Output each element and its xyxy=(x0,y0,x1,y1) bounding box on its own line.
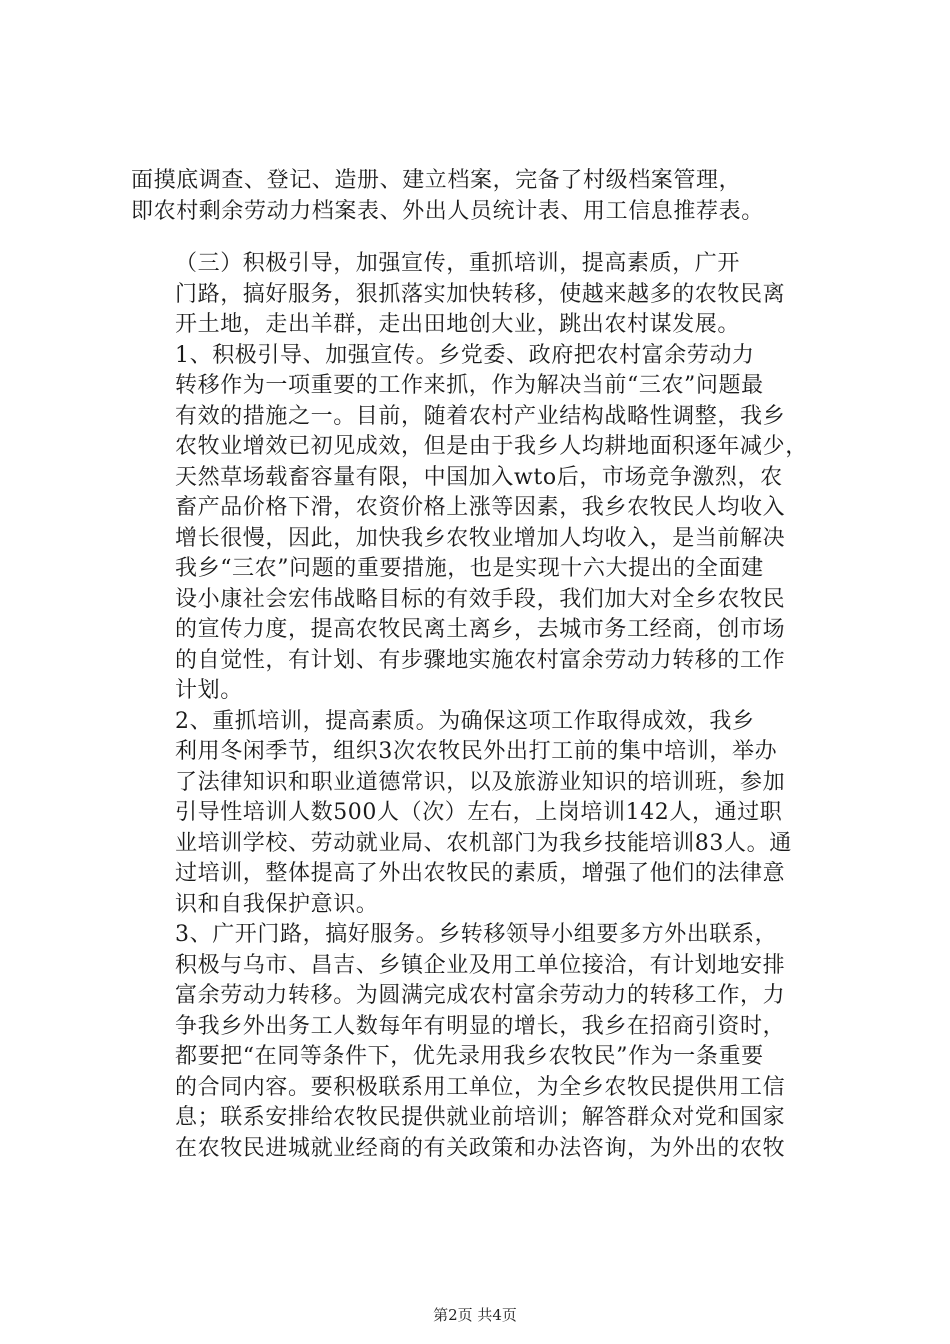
text-line: 我乡“三农”问题的重要措施，也是实现十六大提出的全面建 xyxy=(175,556,764,581)
paragraph-item-3-service xyxy=(131,920,831,1164)
text-line: 即农村剩余劳动力档案表、外出人员统计表、用工信息推荐表。 xyxy=(131,198,764,224)
paragraph-archive-continuation xyxy=(131,166,831,227)
text-line: 业培训学校、劳动就业局、农机部门为我乡技能培训83人。通 xyxy=(175,830,792,856)
text-line: 2、重抓培训，提高素质。为确保这项工作取得成效，我乡 xyxy=(175,708,755,734)
paragraph-item-2-training xyxy=(131,707,831,921)
text-line: 在农牧民进城就业经商的有关政策和办法咨询，为外出的农牧 xyxy=(175,1135,786,1161)
text-line: 的合同内容。要积极联系用工单位，为全乡农牧民提供用工信 xyxy=(175,1074,786,1100)
text-line: 门路，搞好服务，狠抓落实加快转移，使越来越多的农牧民离 xyxy=(175,281,786,307)
document-body xyxy=(131,166,831,1164)
text-line: 计划。 xyxy=(175,678,243,703)
text-line: 的自觉性，有计划、有步骤地实施农村富余劳动力转移的工作 xyxy=(175,647,786,673)
text-line: 息；联系安排给农牧民提供就业前培训；解答群众对党和国家 xyxy=(175,1105,786,1130)
text-line: 有效的措施之一。目前，随着农村产业结构战略性调整，我乡 xyxy=(175,403,786,429)
text-line: 利用冬闲季节，组织3次农牧民外出打工前的集中培训，举办 xyxy=(175,739,778,764)
text-line: 转移作为一项重要的工作来抓，作为解决当前“三农”问题最 xyxy=(175,373,764,398)
text-line: 增长很慢，因此，加快我乡农牧业增加人均收入，是当前解决 xyxy=(175,525,786,551)
text-line: 识和自我保护意识。 xyxy=(175,891,379,917)
text-line: 都要把“在同等条件下，优先录用我乡农牧民”作为一条重要 xyxy=(175,1044,764,1069)
text-line: 的宣传力度，提高农牧民离土离乡，去城市务工经商，创市场 xyxy=(175,617,786,642)
text-line: 富余劳动力转移。为圆满完成农村富余劳动力的转移工作，力 xyxy=(175,983,786,1008)
page-number-footer: 第2页 共4页 xyxy=(433,1306,517,1324)
text-line: 1、积极引导、加强宣传。乡党委、政府把农村富余劳动力 xyxy=(175,342,755,368)
text-line: 3、广开门路，搞好服务。乡转移领导小组要多方外出联系， xyxy=(175,922,778,947)
text-line: 开土地，走出羊群，走出田地创大业，跳出农村谋发展。 xyxy=(175,312,741,337)
text-line: 争我乡外出务工人数每年有明显的增长，我乡在招商引资时， xyxy=(175,1013,786,1039)
text-line: 积极与乌市、昌吉、乡镇企业及用工单位接洽，有计划地安排 xyxy=(175,952,786,978)
text-line: 天然草场载畜容量有限，中国加入wto后，市场竞争激烈，农 xyxy=(175,464,783,490)
text-line: （三）积极引导，加强宣传，重抓培训，提高素质，广开 xyxy=(175,251,741,276)
text-line: 畜产品价格下滑，农资价格上涨等因素，我乡农牧民人均收入 xyxy=(175,495,786,520)
text-line: 过培训，整体提高了外出农牧民的素质，增强了他们的法律意 xyxy=(175,861,786,886)
paragraph-gap xyxy=(131,227,831,249)
text-line: 设小康社会宏伟战略目标的有效手段，我们加大对全乡农牧民 xyxy=(175,586,786,612)
section-heading-three xyxy=(131,249,831,341)
paragraph-item-1-guidance xyxy=(131,341,831,707)
text-line: 了法律知识和职业道德常识，以及旅游业知识的培训班，参加 xyxy=(175,769,786,795)
text-line: 农牧业增效已初见成效，但是由于我乡人均耕地面积逐年减少， xyxy=(175,434,808,459)
text-line: 面摸底调查、登记、造册、建立档案，完备了村级档案管理， xyxy=(131,168,742,193)
text-line: 引导性培训人数500人（次）左右，上岗培训142人，通过职 xyxy=(175,800,783,825)
